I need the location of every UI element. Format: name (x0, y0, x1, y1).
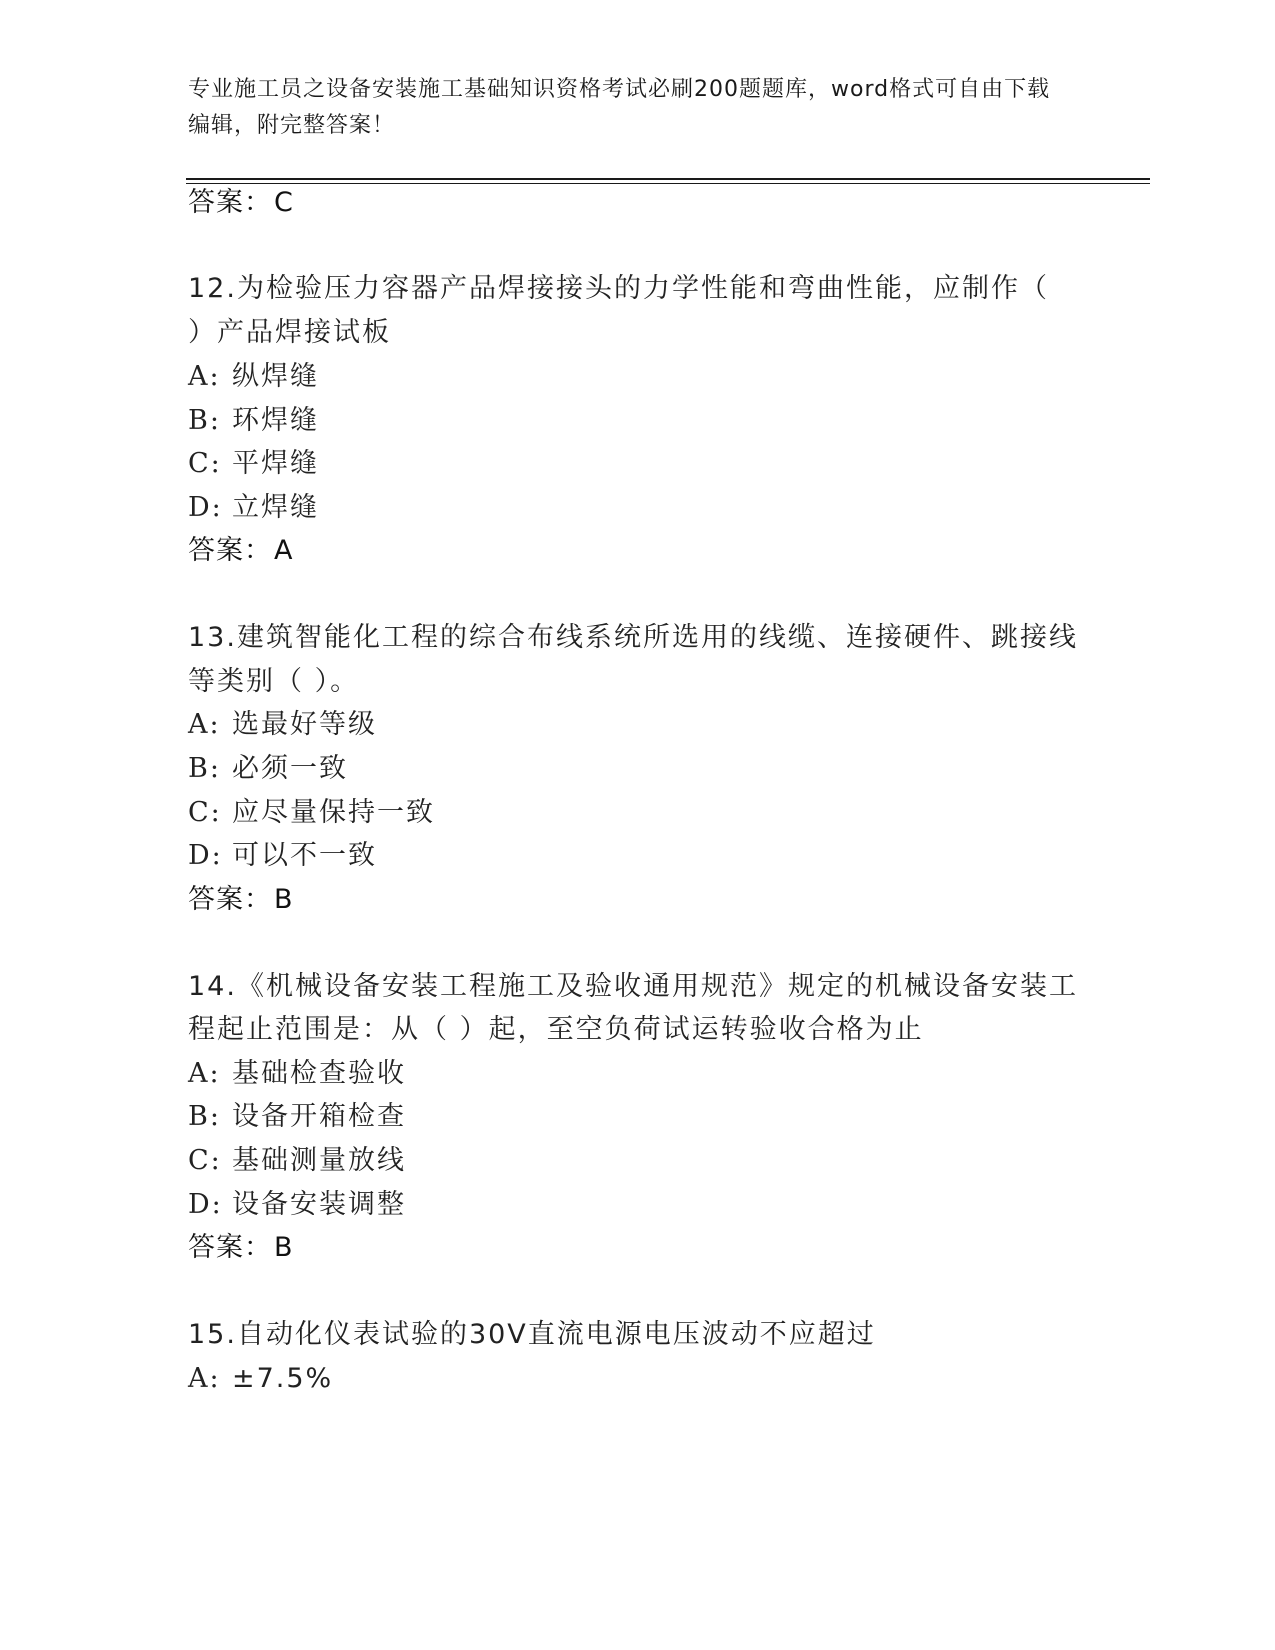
option-text: 选最好等级 (232, 709, 377, 740)
option-line (188, 796, 435, 830)
option-text: 应尽量保持一致 (232, 797, 435, 828)
option-text: 设备开箱检查 (232, 1101, 406, 1132)
option-key: D: (188, 840, 223, 871)
option-text: 基础检查验收 (232, 1058, 406, 1089)
answer-line (188, 1231, 294, 1265)
option-text: 纵焊缝 (232, 361, 319, 392)
option-key: A: (188, 1058, 221, 1089)
option-line (188, 1144, 406, 1178)
option-line (188, 839, 377, 873)
option-key: B: (188, 405, 221, 436)
option-line (188, 491, 319, 525)
option-key: C: (188, 1145, 222, 1176)
question-stem-line: 程起止范围是：从（ ）起，至空负荷试运转验收合格为止 (188, 1014, 924, 1045)
option-line (188, 1188, 406, 1222)
answer-value: A (274, 535, 294, 566)
option-key: B: (188, 1101, 221, 1132)
option-key: D: (188, 492, 223, 523)
option-text: 立焊缝 (232, 492, 319, 523)
option-key: C: (188, 797, 222, 828)
option-line (188, 1057, 406, 1091)
option-key: D: (188, 1189, 223, 1220)
option-line (188, 404, 319, 438)
question-stem-line: ）产品焊接试板 (188, 317, 391, 348)
document-header: 专业施工员之设备安装施工基础知识资格考试必刷200题题库，word格式可自由下载编辑，附完整答案！ (188, 77, 1051, 138)
answer-label: 答案： (188, 884, 272, 915)
option-key: C: (188, 448, 222, 479)
option-key: A: (188, 709, 221, 740)
question-stem-line: 14.《机械设备安装工程施工及验收通用规范》规定的机械设备安装工 (188, 971, 1078, 1002)
question-stem-line: 等类别（ ）。 (188, 666, 360, 697)
option-text: 基础测量放线 (232, 1145, 406, 1176)
header-divider-thin (186, 183, 1150, 184)
option-line (188, 1362, 333, 1396)
answer-label: 答案： (188, 1232, 272, 1263)
answer-value: B (274, 1232, 294, 1263)
option-text: 必须一致 (232, 753, 348, 784)
option-line (188, 752, 348, 786)
option-text: 可以不一致 (232, 840, 377, 871)
header-divider-thick (186, 178, 1150, 180)
option-line (188, 1100, 406, 1134)
answer-line (188, 883, 294, 917)
question-stem-line: 13.建筑智能化工程的综合布线系统所选用的线缆、连接硬件、跳接线 (188, 622, 1078, 653)
option-line (188, 360, 319, 394)
answer-value: B (274, 884, 294, 915)
question-stem-line: 12.为检验压力容器产品焊接接头的力学性能和弯曲性能，应制作（ (188, 273, 1049, 304)
answer-line (188, 186, 294, 220)
question-stem-line: 15.自动化仪表试验的30V直流电源电压波动不应超过 (188, 1319, 876, 1350)
answer-label: 答案： (188, 535, 272, 566)
answer-line (188, 534, 293, 568)
option-text: 平焊缝 (232, 448, 319, 479)
option-key: B: (188, 753, 221, 784)
option-key: A: (188, 361, 221, 392)
answer-label: 答案： (188, 187, 272, 218)
option-key: A: (188, 1363, 221, 1394)
option-text: ±7.5% (232, 1363, 334, 1394)
option-text: 环焊缝 (232, 405, 319, 436)
option-text: 设备安装调整 (232, 1189, 406, 1220)
option-line (188, 447, 319, 481)
option-line (188, 708, 377, 742)
answer-value: C (274, 187, 294, 218)
